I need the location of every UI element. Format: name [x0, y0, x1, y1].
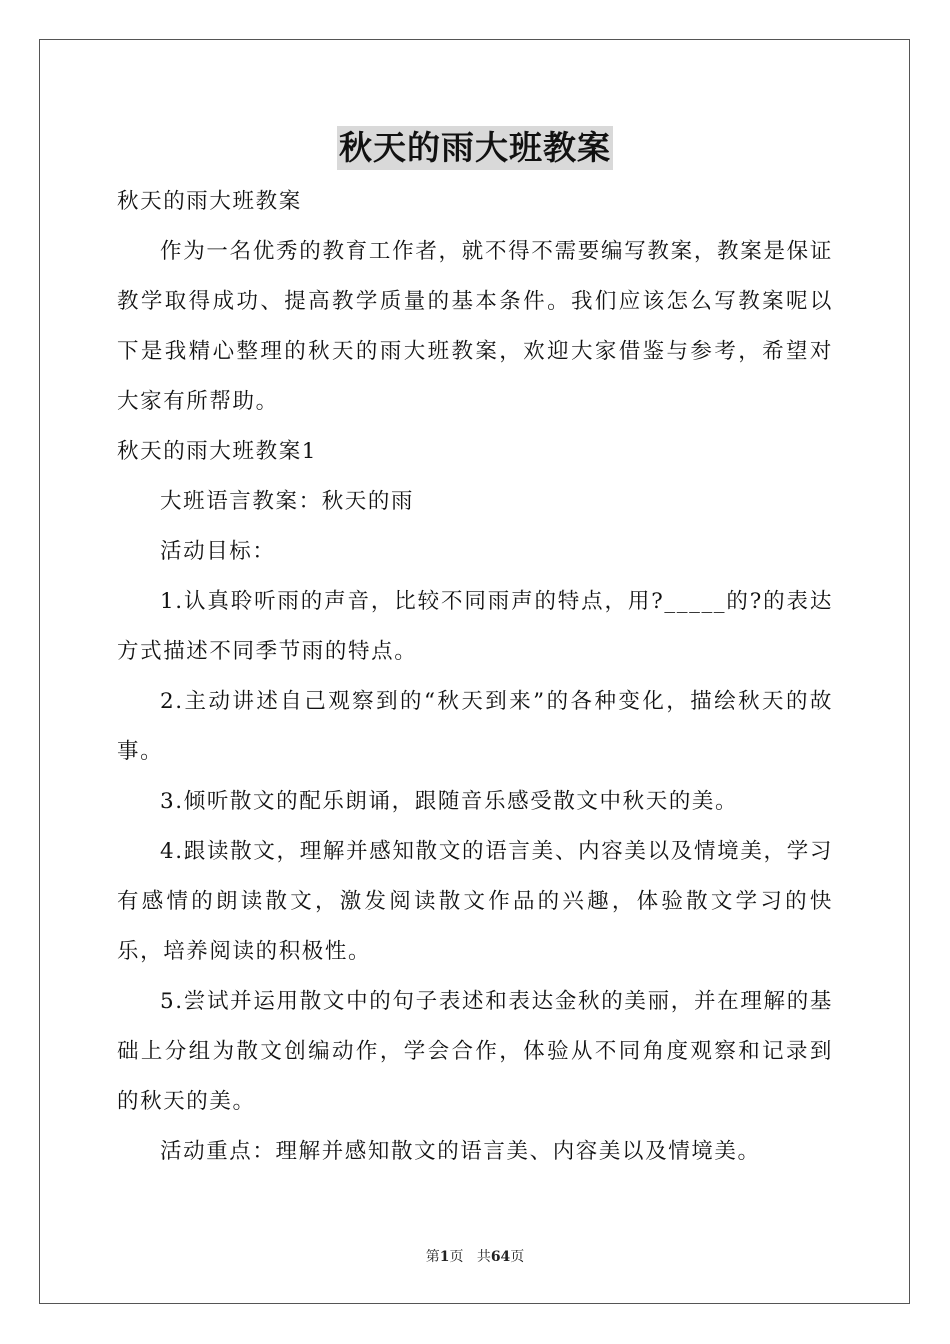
- footer-total-pages: 64: [490, 1249, 511, 1265]
- paragraph-0: 秋天的雨大班教案: [117, 189, 302, 214]
- document-title-wrapper: [0, 126, 950, 170]
- footer-total-prefix: 共: [476, 1249, 491, 1265]
- footer-total-suffix: 页: [510, 1249, 525, 1265]
- footer-page-suffix: 页: [449, 1249, 464, 1265]
- paragraph-6: 2.主动讲述自己观察到的“秋天到来”的各种变化，描绘秋天的故事。: [117, 689, 833, 764]
- page-footer: [0, 1248, 950, 1266]
- footer-page-prefix: 第: [425, 1249, 440, 1265]
- paragraph-1: 作为一名优秀的教育工作者，就不得不需要编写教案，教案是保证教学取得成功、提高教学质量的基本条件。我们应该怎么写教案呢以下是我精心整理的秋天的雨大班教案，欢迎大家借鉴与参考，希望对大家有所帮助。: [117, 239, 833, 414]
- paragraph-3: 大班语言教案：秋天的雨: [160, 489, 415, 514]
- paragraph-5: 1.认真聆听雨的声音，比较不同雨声的特点，用?_____的?的表达方式描述不同季节雨的特点。: [117, 589, 833, 664]
- paragraph-10: 活动重点：理解并感知散文的语言美、内容美以及情境美。: [160, 1139, 761, 1164]
- paragraph-9: 5.尝试并运用散文中的句子表述和表达金秋的美丽，并在理解的基础上分组为散文创编动作，学会合作，体验从不同角度观察和记录到的秋天的美。: [117, 989, 833, 1114]
- footer-page-number: 1: [439, 1249, 450, 1265]
- document-body: [117, 177, 833, 1177]
- paragraph-4: 活动目标：: [160, 539, 276, 564]
- paragraph-7: 3.倾听散文的配乐朗诵，跟随音乐感受散文中秋天的美。: [160, 789, 739, 814]
- paragraph-2: 秋天的雨大班教案1: [117, 439, 318, 464]
- paragraph-8: 4.跟读散文，理解并感知散文的语言美、内容美以及情境美，学习有感情的朗读散文，激发阅读散文作品的兴趣，体验散文学习的快乐，培养阅读的积极性。: [117, 839, 833, 964]
- document-title: 秋天的雨大班教案: [337, 126, 613, 170]
